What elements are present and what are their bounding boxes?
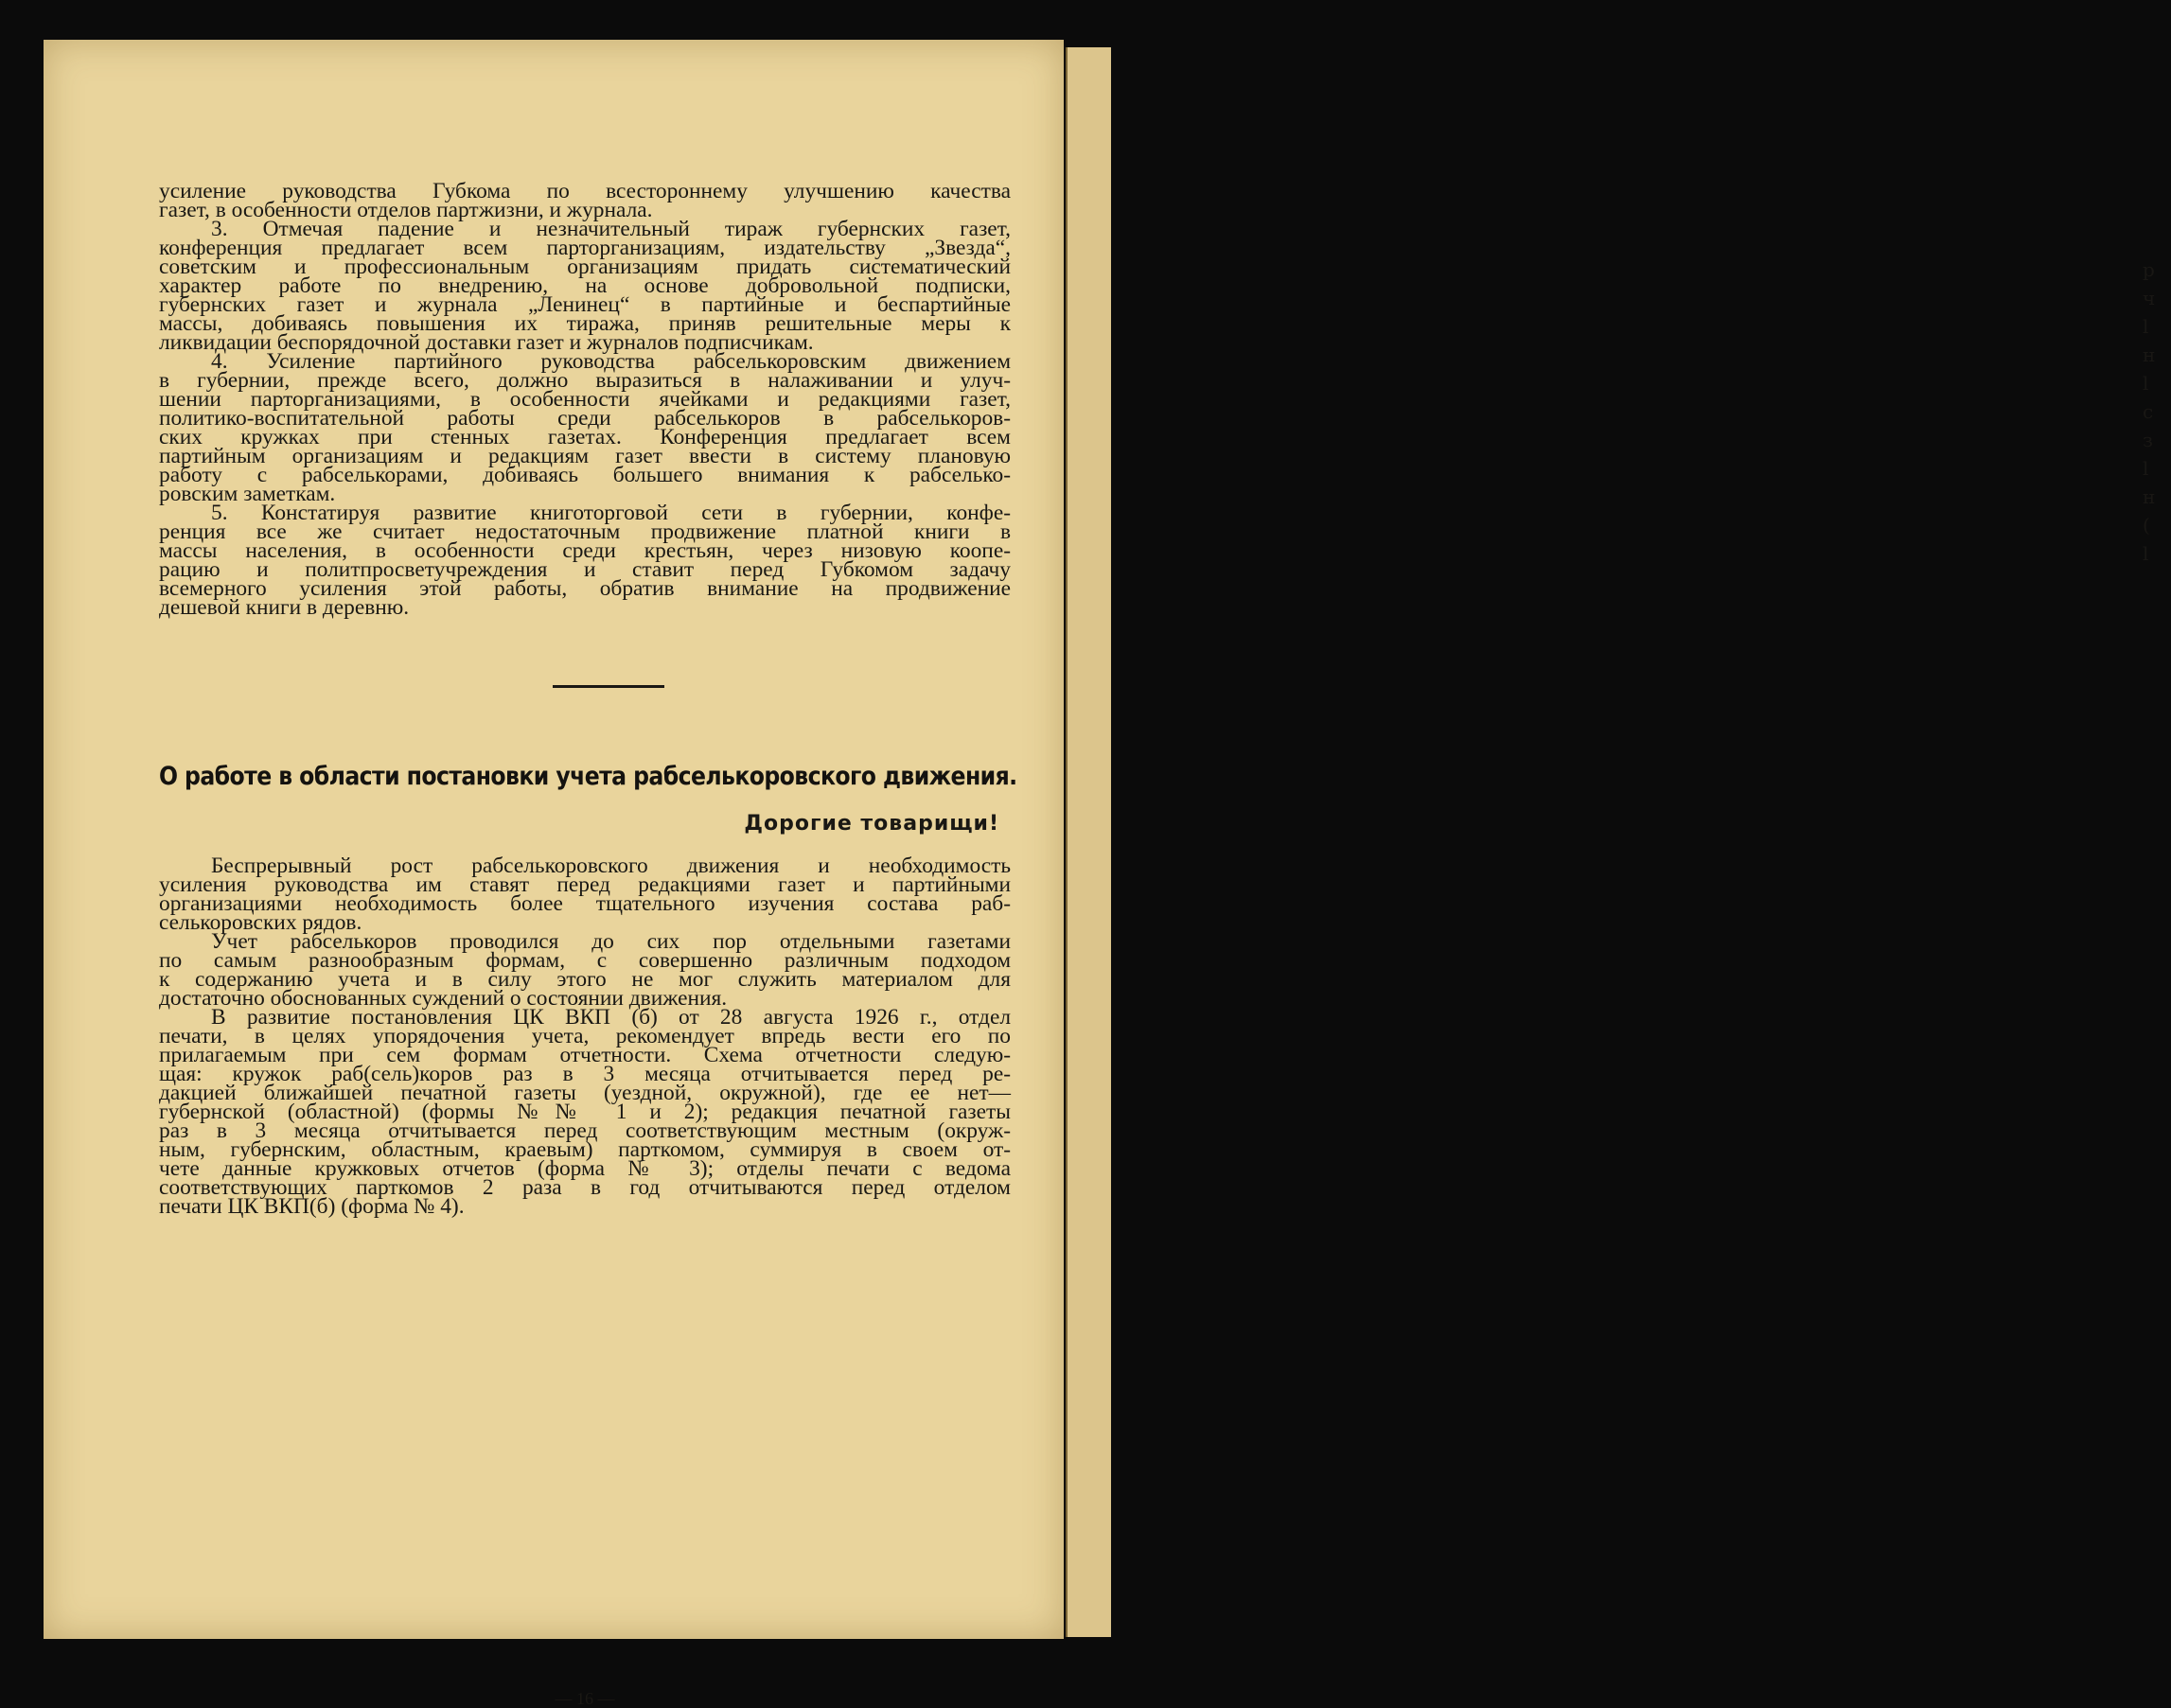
section-title: О работе в области постановки учета рабселькоровского движения. <box>159 762 1017 791</box>
text-line: соответствующих парткомов 2 раза в год отчитываются перед отделом <box>159 1175 1011 1200</box>
text-line: рацию и политпросветучреждения и ставит перед Губкомом задачу <box>159 557 1011 582</box>
text-line: организациями необходимость более тщательного изучения состава раб- <box>159 891 1011 916</box>
edge-letter: l <box>2143 457 2149 480</box>
text-line: 4. Усиление партийного руководства рабселькоровским движением <box>211 349 1011 374</box>
edge-letter: l <box>2143 542 2149 565</box>
text-line: печати ЦК ВКП(б) (форма № 4). <box>159 1194 465 1219</box>
text-line: селькоровских рядов. <box>159 910 362 935</box>
text-line: ровским заметкам. <box>159 482 336 506</box>
text-line: партийным организациям и редакциям газет ввести в систему плановую <box>159 444 1011 468</box>
salutation: Дорогие товарищи! <box>744 812 999 836</box>
page-number: — 16 — <box>555 1689 615 1708</box>
text-line: ренция все же считает недостаточным продвижение платной книги в <box>159 519 1011 544</box>
text-line: Учет рабселькоров проводился до сих пор отдельными газетами <box>211 929 1011 954</box>
text-line: дешевой книги в деревню. <box>159 595 410 620</box>
text-line: В развитие постановления ЦК ВКП (б) от 28 августа 1926 г., отдел <box>211 1005 1011 1030</box>
text-line: щая: кружок раб(сель)коров раз в 3 месяца отчитывается перед ре- <box>159 1062 1011 1086</box>
edge-letter: н <box>2143 485 2156 508</box>
letter-body <box>159 854 1011 1219</box>
text-line: Беспрерывный рост рабселькоровского движения и необходимость <box>211 854 1011 878</box>
text-line: по самым разнообразным формам, с совершенно различным подходом <box>159 948 1011 973</box>
page-content <box>159 179 1017 1708</box>
text-line: дакцией ближайшей печатной газеты (уездной, окружной), где ее нет— <box>159 1081 1011 1105</box>
text-line: политико-воспитательной работы среди рабселькоров в рабселькоров- <box>159 406 1011 431</box>
text-line: достаточно обоснованных суждений о состоянии движения. <box>159 986 728 1011</box>
text-line: характер работе по внедрению, на основе добровольной подписки, <box>159 273 1011 298</box>
adjacent-page-letters <box>2143 255 2171 568</box>
text-line: газет, в особенности отделов партжизни, и журнала. <box>159 198 653 222</box>
text-line: всемерного усиления этой работы, обратив внимание на продвижение <box>159 576 1011 601</box>
text-line: прилагаемым при сем формам отчетности. Схема отчетности следую- <box>159 1043 1011 1067</box>
text-line: в губернии, прежде всего, должно выразиться в налаживании и улуч- <box>159 368 1011 393</box>
edge-letter: з <box>2143 429 2153 451</box>
text-line: усиления руководства им ставят перед редакциями газет и партийными <box>159 872 1011 897</box>
edge-letter: ( <box>2143 514 2150 537</box>
text-line: советским и профессиональным организациям придать систематический <box>159 255 1011 279</box>
text-line: массы населения, в особенности среди крестьян, через низовую коопе- <box>159 538 1011 563</box>
adjacent-page-edge <box>1066 47 2156 1637</box>
text-line: работу с рабселькорами, добиваясь большего внимания к рабселько- <box>159 463 1011 487</box>
text-line: усиление руководства Губкома по всестороннему улучшению качества <box>159 179 1011 203</box>
text-line: к содержанию учета и в силу этого не мог служить материалом для <box>159 967 1011 992</box>
text-line: ских кружках при стенных газетах. Конференция предлагает всем <box>159 425 1011 449</box>
text-line: губернских газет и журнала „Ленинец“ в партийные и беспартийные <box>159 292 1011 317</box>
text-line: шении парторганизациями, в особенности ячейками и редакциями газет, <box>159 387 1011 412</box>
text-line: чете данные кружковых отчетов (форма № 3); отделы печати с ведома <box>159 1156 1011 1181</box>
text-line: губернской (областной) (формы №№ 1 и 2); редакция печатной газеты <box>159 1100 1011 1124</box>
edge-letter: l <box>2143 315 2149 338</box>
text-line: ликвидации беспорядочной доставки газет и журналов подписчикам. <box>159 330 814 355</box>
text-line: 3. Отмечая падение и незначительный тираж губернских газет, <box>211 217 1011 241</box>
text-line: 5. Констатируя развитие книготорговой сети в губернии, конфе- <box>211 501 1011 525</box>
edge-letter: с <box>2143 400 2154 423</box>
edge-letter: н <box>2143 343 2156 366</box>
text-line: конференция предлагает всем парторганизациям, издательству „Звезда“, <box>159 236 1011 260</box>
edge-letter: ч <box>2143 287 2156 309</box>
resolution-text <box>159 179 1011 620</box>
text-line: раз в 3 месяца отчитывается перед соответствующим местным (окруж- <box>159 1118 1011 1143</box>
edge-letter: l <box>2143 372 2149 395</box>
edge-letter: р <box>2143 258 2155 281</box>
text-line: печати, в целях упорядочения учета, рекомендует впредь вести его по <box>159 1024 1011 1048</box>
text-line: массы, добиваясь повышения их тиража, приняв решительные меры к <box>159 311 1011 336</box>
text-line: ным, губернским, областным, краевым) парткомом, суммируя в своем от- <box>159 1137 1011 1162</box>
section-divider <box>553 685 664 688</box>
